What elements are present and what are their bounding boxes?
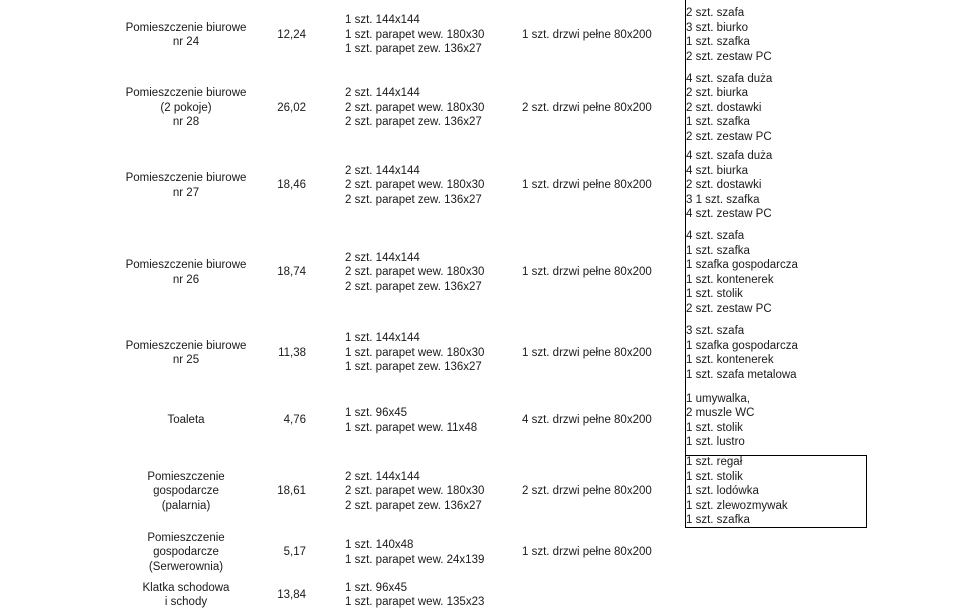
room-area-cell xyxy=(250,0,312,70)
room-windows-text: 2 szt. 144x144 xyxy=(345,87,420,100)
room-windows-cell xyxy=(345,225,515,320)
room-windows-cell xyxy=(345,455,515,528)
room-area-cell xyxy=(250,70,312,146)
room-furniture-text: 1 szt. szafka xyxy=(686,36,750,48)
room-name-text: nr 26 xyxy=(172,273,200,286)
room-area-text: 12,24 xyxy=(277,28,306,41)
room-furniture-text: 1 szt. kontenerek xyxy=(686,273,774,286)
room-furniture-text: 1 szt. stolik xyxy=(686,288,743,300)
room-name-text: i schody xyxy=(164,596,208,608)
room-windows-text: 1 szt. 144x144 xyxy=(345,14,420,27)
room-windows-text: 1 szt. parapet wew. 24x139 xyxy=(345,553,485,566)
room-name-text: nr 28 xyxy=(172,116,200,129)
room-furniture-text: 1 szt. szafka xyxy=(686,244,750,257)
room-furniture-cell xyxy=(686,0,866,70)
room-area-cell xyxy=(250,455,312,528)
room-area-text: 13,84 xyxy=(277,588,306,601)
room-furniture-text: 3 szt. biurko xyxy=(686,21,748,34)
room-name-text: nr 24 xyxy=(172,36,200,48)
room-furniture-text: 1 szt. stolik xyxy=(686,470,743,483)
room-area-cell xyxy=(250,577,312,613)
room-name-text: gospodarcze xyxy=(153,485,219,498)
room-doors-text: 1 szt. drzwi pełne 80x200 xyxy=(522,28,652,41)
room-area-text: 11,38 xyxy=(278,346,306,359)
room-windows-cell xyxy=(345,386,515,455)
room-furniture-text: 3 1 szt. szafka xyxy=(686,193,760,206)
room-furniture-text: 2 szt. biurka xyxy=(686,87,748,100)
table-row xyxy=(0,386,960,455)
room-windows-text: 2 szt. parapet zew. 136x27 xyxy=(345,193,482,206)
room-furniture-text: 4 szt. zestaw PC xyxy=(686,208,772,221)
room-area-cell xyxy=(250,146,312,225)
room-furniture-cell xyxy=(686,320,866,386)
room-name-text: gospodarcze xyxy=(153,546,219,559)
room-windows-cell xyxy=(345,70,515,146)
room-windows-text: 1 szt. 96x45 xyxy=(345,407,408,419)
table-row xyxy=(0,320,960,386)
room-windows-text: 1 szt. parapet wew. 180x30 xyxy=(345,28,485,41)
room-name-text: nr 25 xyxy=(172,354,200,366)
room-furniture-text: 1 szt. lustro xyxy=(686,436,745,448)
table-row xyxy=(0,577,960,613)
table-row xyxy=(0,146,960,225)
room-name-cell xyxy=(122,528,250,577)
room-furniture-text: 1 szt. szafka xyxy=(686,116,750,129)
table-border-line xyxy=(685,455,867,456)
room-windows-text: 2 szt. 144x144 xyxy=(345,470,420,483)
room-windows-text: 1 szt. parapet zew. 136x27 xyxy=(345,361,482,374)
room-area-text: 26,02 xyxy=(277,101,306,114)
table-row xyxy=(0,455,960,528)
room-area-cell xyxy=(250,528,312,577)
room-furniture-text: 1 szt. kontenerek xyxy=(686,354,774,366)
room-name-cell xyxy=(122,0,250,70)
room-windows-cell xyxy=(345,320,515,386)
room-furniture-text: 1 szafka gospodarcza xyxy=(686,259,798,271)
room-doors-cell xyxy=(515,320,680,386)
table-row xyxy=(0,528,960,577)
room-doors-text: 4 szt. drzwi pełne 80x200 xyxy=(522,414,652,427)
room-furniture-text: 1 szt. szafka xyxy=(686,514,750,527)
room-furniture-cell xyxy=(686,146,866,225)
room-doors-cell xyxy=(515,455,680,528)
room-furniture-cell xyxy=(686,386,866,455)
room-doors-text: 1 szt. drzwi pełne 80x200 xyxy=(522,546,652,559)
room-doors-text: 1 szt. drzwi pełne 80x200 xyxy=(522,346,652,359)
room-area-text: 4,76 xyxy=(283,414,306,427)
room-windows-text: 2 szt. parapet zew. 136x27 xyxy=(345,280,482,293)
room-windows-text: 1 szt. 140x48 xyxy=(345,539,414,551)
table-row xyxy=(0,225,960,320)
room-windows-text: 1 szt. parapet wew. 11x48 xyxy=(345,421,478,434)
room-windows-cell xyxy=(345,146,515,225)
room-windows-text: 1 szt. 144x144 xyxy=(345,332,420,345)
room-furniture-text: 2 szt. dostawki xyxy=(686,101,762,114)
room-furniture-text: 1 szt. szafa metalowa xyxy=(686,368,797,381)
room-name-text: Pomieszczenie biurowe xyxy=(125,87,247,100)
room-furniture-cell xyxy=(686,225,866,320)
room-windows-cell xyxy=(345,0,515,70)
table-border-line xyxy=(685,527,867,528)
room-windows-text: 1 szt. 96x45 xyxy=(345,581,408,594)
room-doors-cell xyxy=(515,528,680,577)
room-furniture-text: 1 szt. stolik xyxy=(686,421,743,434)
room-name-text: Pomieszczenie xyxy=(147,531,225,544)
room-doors-cell xyxy=(515,577,680,613)
room-furniture-text: 2 szt. szafa xyxy=(686,7,745,19)
room-furniture-text: 1 szt. zlewozmywak xyxy=(686,499,788,512)
room-doors-cell xyxy=(515,225,680,320)
room-name-text: Toaleta xyxy=(167,414,205,427)
room-name-text: (2 pokoje) xyxy=(160,101,212,114)
room-area-cell xyxy=(250,225,312,320)
room-furniture-cell xyxy=(686,455,866,528)
room-name-text: Klatka schodowa xyxy=(142,581,230,594)
room-furniture-text: 4 szt. szafa duża xyxy=(686,72,773,85)
room-name-cell xyxy=(122,225,250,320)
table-row xyxy=(0,0,960,70)
room-windows-text: 2 szt. parapet wew. 180x30 xyxy=(345,485,485,498)
room-doors-text: 1 szt. drzwi pełne 80x200 xyxy=(522,266,652,279)
room-furniture-text: 4 szt. szafa xyxy=(686,230,745,242)
room-name-cell xyxy=(122,146,250,225)
room-windows-cell xyxy=(345,528,515,577)
room-name-text: Pomieszczenie biurowe xyxy=(125,172,247,184)
room-windows-text: 1 szt. parapet zew. 136x27 xyxy=(345,43,482,56)
room-doors-text: 2 szt. drzwi pełne 80x200 xyxy=(522,101,652,114)
room-furniture-text: 2 szt. dostawki xyxy=(686,179,762,192)
room-windows-text: 2 szt. parapet zew. 136x27 xyxy=(345,499,482,512)
table-row xyxy=(0,70,960,146)
room-doors-cell xyxy=(515,0,680,70)
table-border-line xyxy=(866,455,867,528)
room-furniture-text: 2 szt. zestaw PC xyxy=(686,302,772,315)
room-furniture-text: 4 szt. biurka xyxy=(686,164,748,177)
room-furniture-text: 3 szt. szafa xyxy=(686,325,745,337)
room-windows-cell xyxy=(345,577,515,613)
room-doors-cell xyxy=(515,70,680,146)
room-windows-text: 1 szt. parapet wew. 180x30 xyxy=(345,346,485,359)
room-doors-cell xyxy=(515,146,680,225)
room-area-text: 5,17 xyxy=(283,546,306,559)
room-furniture-cell xyxy=(686,528,866,577)
room-windows-text: 2 szt. parapet wew. 180x30 xyxy=(345,179,485,192)
room-furniture-cell xyxy=(686,70,866,146)
room-doors-cell xyxy=(515,386,680,455)
room-name-text: nr 27 xyxy=(172,186,200,199)
room-furniture-text: 2 szt. zestaw PC xyxy=(686,130,772,143)
room-name-text: Pomieszczenie xyxy=(147,470,225,483)
room-doors-text: 2 szt. drzwi pełne 80x200 xyxy=(522,485,652,498)
room-area-cell xyxy=(250,386,312,455)
room-furniture-text: 4 szt. szafa duża xyxy=(686,150,773,163)
room-doors-text: 1 szt. drzwi pełne 80x200 xyxy=(522,179,652,192)
room-name-text: Pomieszczenie biurowe xyxy=(125,259,247,271)
room-area-text: 18,46 xyxy=(277,179,306,192)
room-name-cell xyxy=(122,455,250,528)
room-name-text: (palarnia) xyxy=(161,499,211,512)
room-area-cell xyxy=(250,320,312,386)
room-area-text: 18,74 xyxy=(277,266,306,279)
room-furniture-text: 2 muszle WC xyxy=(686,407,755,419)
room-furniture-cell xyxy=(686,577,866,613)
room-furniture-text: 1 umywalka, xyxy=(686,392,750,405)
room-name-text: Pomieszczenie biurowe xyxy=(125,339,247,352)
room-furniture-text: 1 szt. regał xyxy=(686,456,743,469)
room-windows-text: 2 szt. parapet wew. 180x30 xyxy=(345,101,485,114)
table-border-line xyxy=(685,0,686,528)
room-furniture-text: 2 szt. zestaw PC xyxy=(686,50,772,63)
room-furniture-text: 1 szafka gospodarcza xyxy=(686,339,798,352)
room-windows-text: 2 szt. parapet wew. 180x30 xyxy=(345,266,485,279)
room-name-cell xyxy=(122,386,250,455)
room-name-cell xyxy=(122,70,250,146)
room-windows-text: 2 szt. 144x144 xyxy=(345,251,420,264)
room-name-cell xyxy=(122,320,250,386)
room-windows-text: 2 szt. parapet zew. 136x27 xyxy=(345,116,482,129)
room-windows-text: 2 szt. 144x144 xyxy=(345,164,420,177)
room-name-text: (Serwerownia) xyxy=(148,560,224,573)
room-furniture-text: 1 szt. lodówka xyxy=(686,485,759,498)
room-name-cell xyxy=(122,577,250,613)
room-windows-text: 1 szt. parapet wew. 135x23 xyxy=(345,596,485,608)
room-area-text: 18,61 xyxy=(277,485,306,498)
room-name-text: Pomieszczenie biurowe xyxy=(125,21,247,34)
